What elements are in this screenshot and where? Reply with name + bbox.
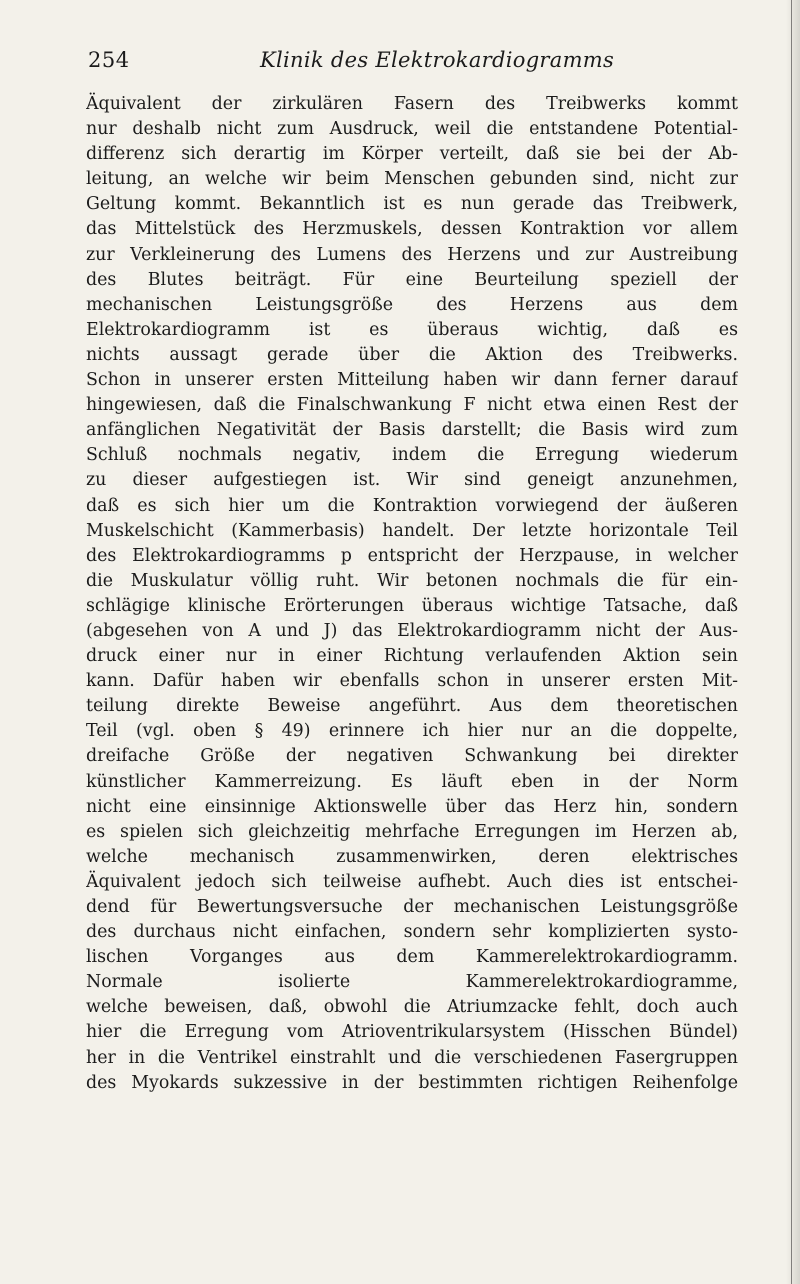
text-line: Elektrokardiogramm ist es überaus wichtig, daß es [86, 319, 738, 340]
text-line: dreifache Größe der negativen Schwankung bei direkter [86, 746, 738, 767]
text-line: mechanischen Leistungsgröße des Herzens aus dem [86, 294, 738, 315]
text-line: hier die Erregung vom Atrioventrikularsystem (Hisschen Bündel) [86, 1022, 738, 1043]
text-line: dend für Bewertungsversuche der mechanischen Leistungsgröße [86, 897, 738, 917]
text-line: Normale isolierte Kammerelektrokardiogramme, [86, 972, 738, 993]
text-line: welche beweisen, daß, obwohl die Atriumzacke fehlt, doch auch [86, 997, 738, 1018]
text-line: daß es sich hier um die Kontraktion vorwiegend der äußeren [86, 495, 738, 516]
text-line: lischen Vorganges aus dem Kammerelektrokardiogramm. [86, 947, 738, 968]
text-line: nichts aussagt gerade über die Aktion des Treibwerks. [86, 344, 738, 365]
text-line: des Blutes beiträgt. Für eine Beurteilung speziell der [86, 269, 738, 290]
text-line: die Muskulatur völlig ruht. Wir betonen nochmals die für ein- [86, 570, 738, 591]
text-line: Schluß nochmals negativ, indem die Erregung wiederum [86, 445, 738, 466]
text-line: Äquivalent der zirkulären Fasern des Treibwerks kommt [86, 94, 738, 114]
running-head [84, 48, 744, 78]
text-line: teilung direkte Beweise angeführt. Aus dem theoretischen [86, 696, 738, 717]
text-line: Geltung kommt. Bekanntlich ist es nun gerade das Treibwerk, [86, 194, 738, 215]
page-edge-line [791, 0, 792, 1284]
text-line: zu dieser aufgestiegen ist. Wir sind geneigt anzunehmen, [86, 470, 738, 491]
text-line: druck einer nur in einer Richtung verlaufenden Aktion sein [86, 646, 738, 667]
text-line: das Mittelstück des Herzmuskels, dessen Kontraktion vor allem [86, 219, 738, 240]
text-line: des Myokards sukzessive in der bestimmten richtigen Reihenfolge [86, 1072, 738, 1093]
text-line: Muskelschicht (Kammerbasis) handelt. Der letzte horizontale Teil [86, 520, 738, 541]
text-line: nur deshalb nicht zum Ausdruck, weil die entstandene Potential- [86, 119, 738, 140]
text-line: es spielen sich gleichzeitig mehrfache Erregungen im Herzen ab, [86, 821, 738, 842]
text-line: zur Verkleinerung des Lumens des Herzens und zur Austreibung [86, 244, 738, 265]
text-line: welche mechanisch zusammenwirken, deren elektrisches [86, 846, 738, 867]
running-title: Klinik des Elektrokardiogramms [260, 48, 615, 72]
text-line: Äquivalent jedoch sich teilweise aufhebt. Auch dies ist entschei- [86, 871, 738, 892]
page-edge-shadow [786, 0, 800, 1284]
text-line: leitung, an welche wir beim Menschen gebunden sind, nicht zur [86, 169, 738, 190]
text-line: nicht eine einsinnige Aktionswelle über das Herz hin, sondern [86, 796, 738, 817]
text-line: kann. Dafür haben wir ebenfalls schon in unserer ersten Mit- [86, 671, 738, 692]
page-number: 254 [88, 48, 130, 72]
text-line: Schon in unserer ersten Mitteilung haben wir dann ferner darauf [86, 370, 738, 391]
body-text [86, 92, 738, 1096]
text-line: differenz sich derartig im Körper verteilt, daß sie bei der Ab- [86, 144, 738, 165]
text-line: des durchaus nicht einfachen, sondern sehr komplizierten systo- [86, 922, 738, 943]
text-line: (abgesehen von A und J) das Elektrokardiogramm nicht der Aus- [86, 620, 738, 641]
text-line: Teil (vgl. oben § 49) erinnere ich hier nur an die doppelte, [86, 721, 738, 742]
text-line: her in die Ventrikel einstrahlt und die verschiedenen Fasergruppen [86, 1047, 738, 1068]
text-line: künstlicher Kammerreizung. Es läuft eben in der Norm [86, 771, 738, 792]
text-line: anfänglichen Negativität der Basis darstellt; die Basis wird zum [86, 420, 738, 441]
text-line: des Elektrokardiogramms p entspricht der Herzpause, in welcher [86, 545, 738, 566]
text-line: schlägige klinische Erörterungen überaus wichtige Tatsache, daß [86, 595, 738, 616]
text-line: hingewiesen, daß die Finalschwankung F nicht etwa einen Rest der [86, 395, 738, 416]
